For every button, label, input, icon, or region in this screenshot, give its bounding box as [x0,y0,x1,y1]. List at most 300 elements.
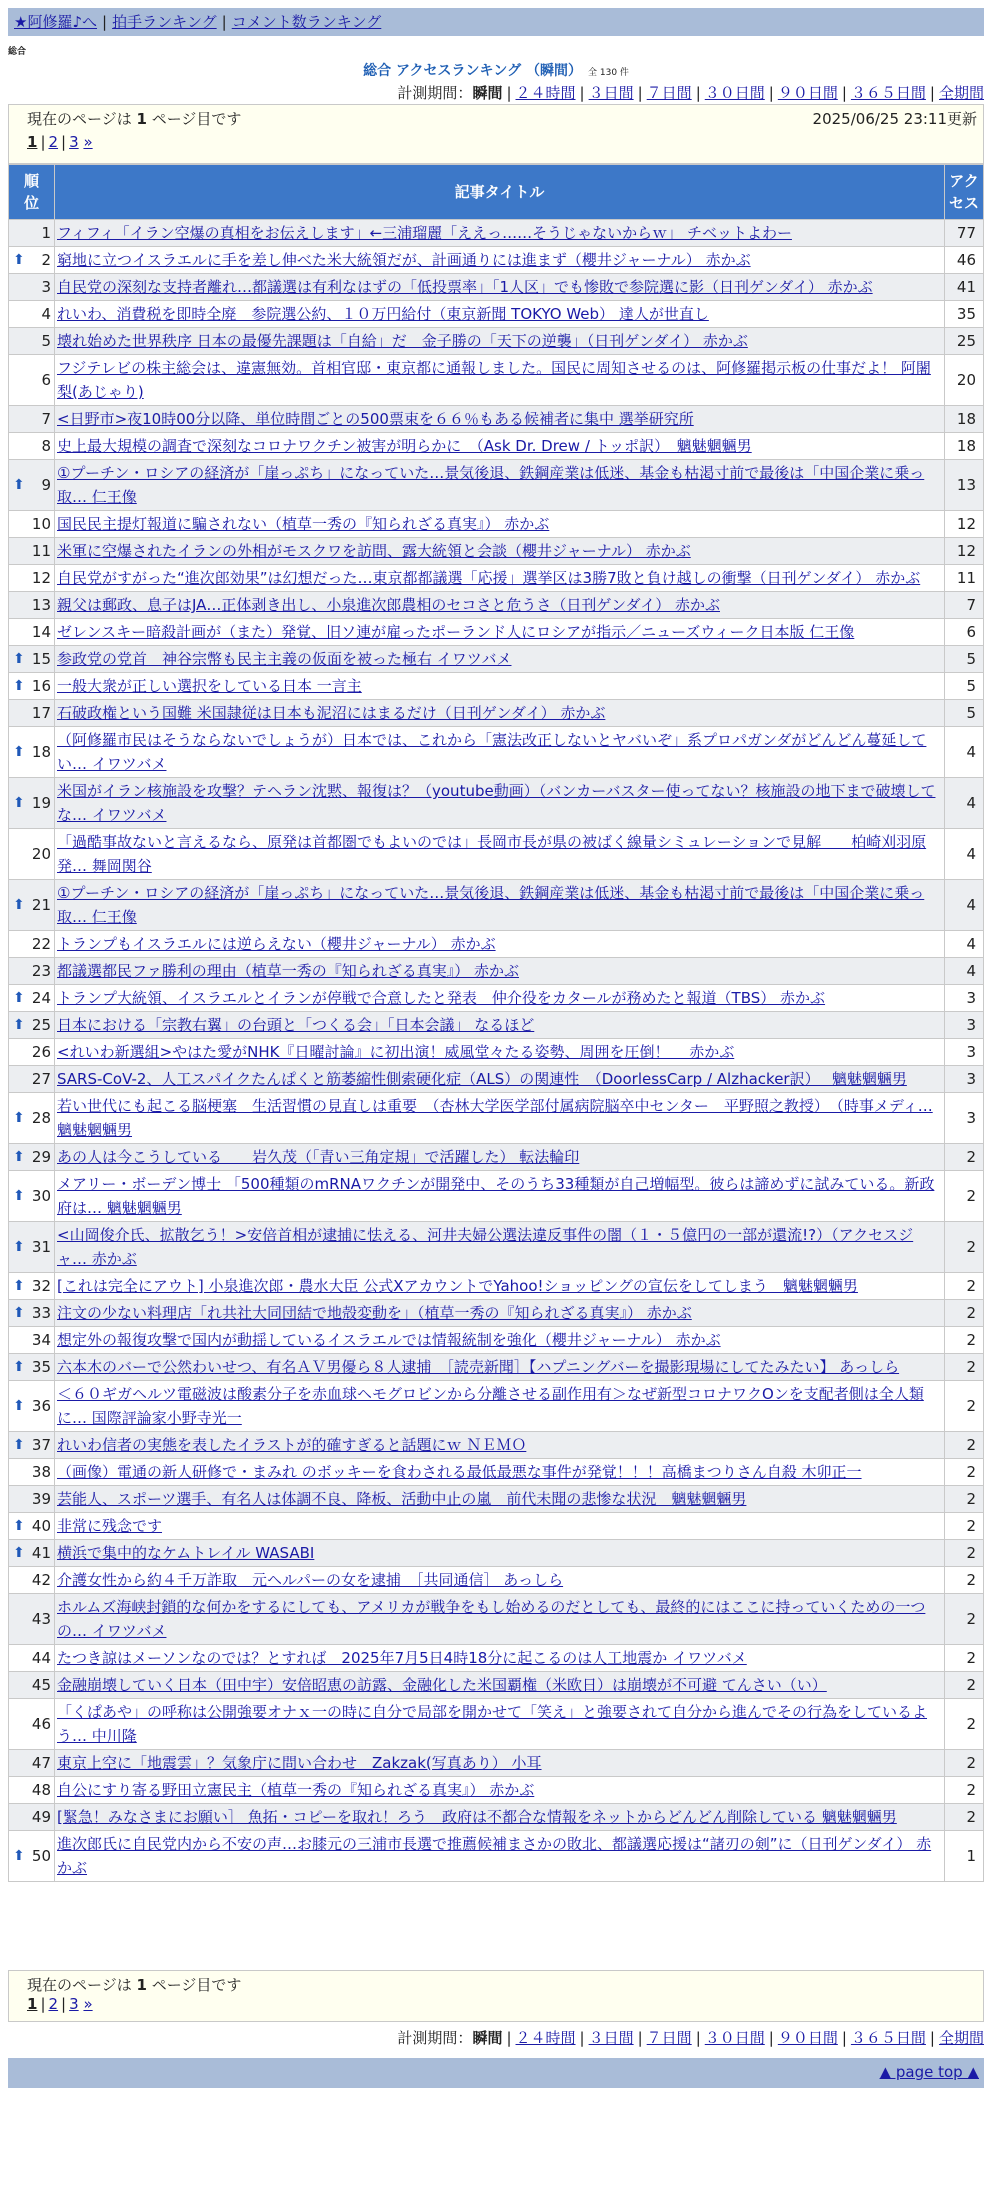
title-cell [55,1459,945,1486]
table-row [9,778,984,829]
updated-timestamp: 2025/06/25 23:11更新 [812,110,977,128]
pager-separator: | [61,1995,67,2013]
rank-cell [9,1486,55,1513]
access-count: 5 [945,646,984,673]
article-link[interactable]: 進次郎氏に自民党内から不安の声…お膝元の三浦市長選で推薦候補まさかの敗北、都議選応援は“諸刃の剣”に（日刊ゲンダイ） 赤かぶ [57,1835,932,1877]
access-count: 3 [945,1093,984,1144]
table-row [9,247,984,274]
access-count: 5 [945,673,984,700]
access-count: 4 [945,958,984,985]
rank-up-arrow-icon: ⬆ [13,897,25,913]
page-top-link[interactable]: ▲ page top ▲ [879,2063,979,2081]
article-link[interactable]: SARS-CoV-2、人工スパイクたんぱくと筋萎縮性側索硬化症（ALS）の関連性 （DoorlessCarp / Alzhacker訳） 魑魅魍魎男 [57,1070,907,1088]
rank-cell [9,1777,55,1804]
rank-number: 29 [31,1148,51,1166]
rank-cell [9,460,55,511]
access-count: 2 [945,1513,984,1540]
period-link[interactable]: ３０日間 [704,2029,765,2047]
article-link[interactable]: （画像）電通の新人研修で・まみれ のボッキーを食わされる最低最悪な事件が発覚！！！高橋まつりさん自殺 木卯正一 [57,1463,862,1481]
table-row [9,931,984,958]
access-count: 2 [945,1567,984,1594]
period-current: 瞬間 [472,84,503,102]
article-link[interactable]: トランプもイスラエルには逆らえない（櫻井ジャーナル） 赤かぶ [57,935,496,953]
period-link[interactable]: ３６５日間 [850,2029,926,2047]
access-count: 25 [945,328,984,355]
access-count: 4 [945,727,984,778]
access-count: 3 [945,985,984,1012]
rank-number: 2 [41,251,51,269]
access-count: 2 [945,1354,984,1381]
footer-bar [8,2058,984,2088]
rank-cell [9,1699,55,1750]
status-page-number: 1 [136,1976,147,1994]
table-row [9,958,984,985]
article-link[interactable]: 米国がイラン核施設を攻撃？テヘラン沈黙、報復は？（youtube動画）（バンカーバスター使ってない？核施設の地下まで破壊してな… イワツバメ [57,782,936,824]
pager-next-link[interactable]: » [83,133,93,151]
table-row [9,1327,984,1354]
rank-cell [9,829,55,880]
table-row [9,406,984,433]
rank-up-arrow-icon: ⬆ [13,1278,25,1294]
pager-next-link[interactable]: » [83,1995,93,2013]
rank-up-arrow-icon: ⬆ [13,252,25,268]
title-cell [55,511,945,538]
ranking-body [9,220,984,1882]
article-link[interactable]: 自民党がすがった“進次郎効果”は幻想だった…東京都都議選「応援」選挙区は3勝7敗と負け越しの衝撃（日刊ゲンダイ） 赤かぶ [57,569,921,587]
top-nav-bar [8,8,984,36]
access-count: 13 [945,460,984,511]
period-link[interactable]: ９０日間 [777,2029,838,2047]
rank-up-arrow-icon: ⬆ [13,1110,25,1126]
title-cell [55,538,945,565]
access-count: 2 [945,1594,984,1645]
table-row [9,1066,984,1093]
pager-link[interactable]: 3 [69,133,79,151]
title-cell [55,1012,945,1039]
access-count: 2 [945,1327,984,1354]
rank-up-arrow-icon: ⬆ [13,1017,25,1033]
access-count: 4 [945,880,984,931]
access-count: 7 [945,592,984,619]
nav-link-comment-ranking[interactable]: コメント数ランキング [231,13,382,31]
access-count: 11 [945,565,984,592]
table-row [9,1222,984,1273]
period-separator: | [579,84,585,102]
access-count: 35 [945,301,984,328]
rank-cell [9,1327,55,1354]
rank-cell [9,406,55,433]
access-count: 2 [945,1672,984,1699]
rank-cell [9,1093,55,1144]
period-label: 計測期間： [397,84,473,102]
header-access [945,165,984,220]
access-count: 2 [945,1540,984,1567]
title-cell [55,565,945,592]
rank-up-arrow-icon: ⬆ [13,1188,25,1204]
access-count: 4 [945,778,984,829]
rank-cell [9,1381,55,1432]
article-link[interactable]: 六本木のバーで公然わいせつ、有名ＡＶ男優ら８人逮捕 ［読売新聞］【ハプニングバーを撮影現場にしてたみたい】 あっしら [57,1358,900,1376]
article-link[interactable]: 壊れ始めた世界秩序 日本の最優先課題は「自給」だ 金子勝の「天下の逆襲」（日刊ゲンダイ） 赤かぶ [57,332,748,350]
article-link[interactable]: あの人は今こうしている 岩久茂（「青い三角定規」で活躍した） 転法輪印 [57,1148,580,1166]
table-row [9,220,984,247]
period-link[interactable]: ３０日間 [704,84,765,102]
rank-up-arrow-icon: ⬆ [13,795,25,811]
pager-current: 1 [27,133,38,151]
table-row [9,1432,984,1459]
article-link[interactable]: 芸能人、スポーツ選手、有名人は体調不良、降板、活動中止の嵐 前代未聞の悲惨な状況 魑魅魍魎男 [57,1490,747,1508]
table-row [9,511,984,538]
table-row [9,538,984,565]
title-cell [55,406,945,433]
access-count: 12 [945,511,984,538]
rank-number: 39 [31,1490,51,1508]
access-count: 2 [945,1273,984,1300]
title-cell [55,1039,945,1066]
status-prefix: 現在のページは [27,1976,132,1994]
title-cell [55,1699,945,1750]
rank-number: 32 [31,1277,51,1295]
access-count: 3 [945,1039,984,1066]
period-separator: | [841,84,847,102]
rank-up-arrow-icon: ⬆ [13,744,25,760]
access-count: 2 [945,1222,984,1273]
title-cell [55,727,945,778]
rank-cell [9,1432,55,1459]
table-row [9,700,984,727]
table-header-row [9,165,984,220]
title-cell [55,931,945,958]
period-link[interactable]: ９０日間 [777,84,838,102]
rank-number: 26 [31,1043,51,1061]
rank-number: 46 [31,1715,51,1733]
status-suffix: ページ目です [151,1976,242,1994]
period-separator: | [695,84,701,102]
article-link[interactable]: 「過酷事故ないと言えるなら、原発は首都圏でもよいのでは」長岡市長が県の被ばく線量シミュレーションで見解 柏崎刈羽原発… 舞岡関谷 [57,833,927,875]
period-link[interactable]: ２４時間 [515,84,576,102]
article-link[interactable]: 非常に残念です [57,1517,163,1535]
header-rank-text: 順位 [23,172,39,212]
rank-cell [9,1831,55,1882]
status-suffix: ページ目です [151,110,242,128]
article-link[interactable]: トランプ大統領、イスラエルとイランが停戦で合意したと発表 仲介役をカタールが務めたと報道（TBS） 赤かぶ [57,989,826,1007]
rank-cell [9,1039,55,1066]
table-row [9,619,984,646]
title-cell [55,1672,945,1699]
rank-number: 42 [31,1571,51,1589]
title-cell [55,1486,945,1513]
table-row [9,301,984,328]
rank-number: 5 [41,332,51,350]
article-link[interactable]: 想定外の報復攻撃で国内が動揺しているイスラエルでは情報統制を強化（櫻井ジャーナル） 赤かぶ [57,1331,721,1349]
article-link[interactable]: 一般大衆が正しい選択をしている日本 一言主 [57,677,362,695]
period-link[interactable]: ２４時間 [515,2029,576,2047]
rank-cell [9,1300,55,1327]
title-cell [55,1093,945,1144]
rank-number: 25 [31,1016,51,1034]
article-link[interactable]: 横浜で集中的なケムトレイル WASABI [57,1544,315,1562]
rank-number: 36 [31,1397,51,1415]
article-link[interactable]: <日野市>夜10時00分以降、単位時間ごとの500票束を６６％もある候補者に集中 選挙研究所 [57,410,694,428]
title-cell [55,958,945,985]
period-current: 瞬間 [472,2029,503,2047]
rank-number: 11 [31,542,51,560]
table-row [9,460,984,511]
period-link[interactable]: ３日間 [588,84,634,102]
article-link[interactable]: 自民党の深刻な支持者離れ…都議選は有利なはずの「低投票率」「1人区」でも惨敗で参院選に影（日刊ゲンダイ） 赤かぶ [57,278,873,296]
rank-up-arrow-icon: ⬆ [13,1518,25,1534]
article-link[interactable]: フジテレビの株主総会は、違憲無効。首相官邸・東京都に通報しました。国民に周知させるのは、阿修羅掲示板の仕事だよ！ 阿闍梨(あじゃり) [57,359,931,401]
article-link[interactable]: ホルムズ海峡封鎖的な何かをするにしても、アメリカが戦争をもし始めるのだとしても、最終的にはここに持っていくための一つの… イワツバメ [57,1598,926,1640]
article-link[interactable]: 若い世代にも起こる脳梗塞 生活習慣の見直しは重要 （杏林大学医学部付属病院脳卒中センター 平野照之教授） （時事メディ… 魑魅魍魎男 [57,1097,933,1139]
title-cell [55,220,945,247]
period-separator: | [637,84,643,102]
access-count: 2 [945,1144,984,1171]
rank-number: 10 [31,515,51,533]
rank-cell [9,433,55,460]
access-count: 2 [945,1381,984,1432]
rank-cell [9,727,55,778]
period-separator: | [929,84,935,102]
rank-number: 43 [31,1610,51,1628]
rank-number: 30 [31,1187,51,1205]
table-row [9,1093,984,1144]
pager-top [27,133,93,151]
rank-number: 4 [41,305,51,323]
nav-separator: | [102,13,108,31]
access-count: 46 [945,247,984,274]
title-cell [55,301,945,328]
table-row [9,355,984,406]
article-link[interactable]: 介護女性から約４千万詐取 元ヘルパーの女を逮捕 ［共同通信］ あっしら [57,1571,564,1589]
pager-link[interactable]: 2 [48,1995,59,2013]
rank-cell [9,220,55,247]
nav-link-asyura[interactable]: ★阿修羅♪へ [14,13,98,31]
access-count: 77 [945,220,984,247]
table-row [9,880,984,931]
table-row [9,1804,984,1831]
period-separator: | [768,84,774,102]
rank-cell [9,565,55,592]
article-link[interactable]: <れいわ新選組>やはた愛がNHK『日曜討論』に初出演！威風堂々たる姿勢、周囲を圧倒！ 赤かぶ [57,1043,735,1061]
access-count: 18 [945,406,984,433]
period-link[interactable]: ３日間 [588,2029,634,2047]
pager-link[interactable]: 3 [69,1995,79,2013]
rank-number: 49 [31,1808,51,1826]
article-link[interactable]: 自公にすり寄る野田立憲民主（植草一秀の『知られざる真実』） 赤かぶ [57,1781,535,1799]
rank-cell [9,1459,55,1486]
article-link[interactable]: 東京上空に「地震雲」？気象庁に問い合わせ Zakzak(写真あり） 小耳 [57,1754,542,1772]
table-row [9,1645,984,1672]
article-link[interactable]: フィフィ「イラン空爆の真相をお伝えします」←三浦瑠麗「ええっ……そうじゃないからｗ」 チベットよわー [57,224,792,242]
access-count: 6 [945,619,984,646]
table-row [9,1750,984,1777]
rank-number: 20 [31,845,51,863]
article-link[interactable]: （阿修羅市民はそうならないでしょうが）日本では、これから「憲法改正しないとヤバいぞ」系プロパガンダがどんどん蔓延してい… イワツバメ [57,731,927,773]
rank-number: 40 [31,1517,51,1535]
rank-number: 1 [41,224,51,242]
article-link[interactable]: 日本における「宗教右翼」の台頭と「つくる会」「日本会議」 なるほど [57,1016,535,1034]
rank-cell [9,1066,55,1093]
rank-cell [9,1171,55,1222]
table-row [9,727,984,778]
article-link[interactable]: 国民民主提灯報道に騙されない（植草一秀の『知られざる真実』） 赤かぶ [57,515,550,533]
rank-cell [9,511,55,538]
rank-number: 8 [41,437,51,455]
access-count: 1 [945,1831,984,1882]
rank-up-arrow-icon: ⬆ [13,1239,25,1255]
table-row [9,328,984,355]
period-separator: | [929,2029,935,2047]
access-count: 12 [945,538,984,565]
access-count: 20 [945,355,984,406]
rank-number: 48 [31,1781,51,1799]
table-row [9,1354,984,1381]
table-row [9,1513,984,1540]
title-cell [55,460,945,511]
access-count: 2 [945,1171,984,1222]
title-cell [55,1171,945,1222]
article-link[interactable]: ＜６０ギガヘルツ電磁波は酸素分子を赤血球ヘモグロビンから分離させる副作用有＞なぜ新型コロナワクOンを支配者側は全人類に… 国際評論家小野寺光一 [57,1385,924,1427]
period-link[interactable]: 全期間 [938,84,984,102]
pager-separator: | [40,1995,46,2013]
period-link[interactable]: ７日間 [646,84,692,102]
period-link[interactable]: ３６５日間 [850,84,926,102]
title-cell [55,1831,945,1882]
article-link[interactable]: メアリー・ボーデン博士 「500種類のmRNAワクチンが開発中、そのうち33種類が自己増幅型。彼らは諦めずに試みている。新政府は… 魑魅魍魎男 [57,1175,935,1217]
pager-link[interactable]: 2 [48,133,59,151]
title-cell [55,1804,945,1831]
title-cell [55,433,945,460]
table-row [9,592,984,619]
pager-separator: | [61,133,67,151]
article-link[interactable]: 都議選都民ファ勝利の理由（植草一秀の『知られざる真実』） 赤かぶ [57,962,519,980]
table-row [9,1831,984,1882]
article-link[interactable]: <山岡俊介氏、拡散乞う！>安倍首相が逮捕に怯える、河井夫婦公選法違反事件の闇（１・５億円の一部が還流!?）（アクセスジャ… 赤かぶ [57,1226,914,1268]
rank-number: 27 [31,1070,51,1088]
article-link[interactable]: たつき諒はメーソンなのでは？とすれば 2025年7月5日4時18分に起こるのは人工地震か イワツバメ [57,1649,747,1667]
access-count: 2 [945,1486,984,1513]
rank-cell [9,1222,55,1273]
article-link[interactable]: ゼレンスキー暗殺計画が（また）発覚、旧ソ連が雇ったポーランド人にロシアが指示／ニューズウィーク日本版 仁王像 [57,623,855,641]
title-cell [55,1750,945,1777]
period-selector-top [397,82,984,103]
header-access-text: アクセス [949,172,980,212]
status-page-number: 1 [136,110,147,128]
rank-cell [9,985,55,1012]
nav-link-clap-ranking[interactable]: 拍手ランキング [112,13,217,31]
period-link[interactable]: ７日間 [646,2029,692,2047]
title-cell [55,247,945,274]
rank-cell [9,1645,55,1672]
article-link[interactable]: 注文の少ない料理店「れ共社大同団結で地殻変動を」（植草一秀の『知られざる真実』） 赤かぶ [57,1304,692,1322]
rank-up-arrow-icon: ⬆ [13,678,25,694]
article-link[interactable]: 親父は郵政、息子はJA…正体剥き出し、小泉進次郎農相のセコさと危うさ（日刊ゲンダイ） 赤かぶ [57,596,720,614]
rank-number: 33 [31,1304,51,1322]
rank-up-arrow-icon: ⬆ [13,1437,25,1453]
table-row [9,1540,984,1567]
table-row [9,673,984,700]
rank-cell [9,619,55,646]
period-link[interactable]: 全期間 [938,2029,984,2047]
pager-separator: | [40,133,46,151]
access-count: 41 [945,274,984,301]
article-link[interactable]: 窮地に立つイスラエルに手を差し伸べた米大統領だが、計画通りには進まず（櫻井ジャーナル） 赤かぶ [57,251,751,269]
current-page-status [27,108,241,129]
article-link[interactable]: 参政党の党首 神谷宗幣も民主主義の仮面を被った極右 イワツバメ [57,650,512,668]
title-cell [55,700,945,727]
article-link[interactable]: ①プーチン・ロシアの経済が「崖っぷち」になっていた…景気後退、鉄鋼産業は低迷、基金も枯渇寸前で最後は「中国企業に乗っ取… 仁王像 [57,464,925,506]
article-link[interactable]: [これは完全にアウト] 小泉進次郎・農水大臣 公式XアカウントでYahoo!ショッピングの宣伝をしてしまう 魑魅魍魎男 [57,1277,858,1295]
rank-up-arrow-icon: ⬆ [13,1545,25,1561]
article-link[interactable]: 金融崩壊していく日本（田中宇）安倍昭恵の訪露、金融化した米国覇権（米欧日）は崩壊が不可避 てんさい（い） [57,1676,827,1694]
title-cell [55,1567,945,1594]
title-cell [55,1432,945,1459]
access-count: 18 [945,433,984,460]
access-count: 5 [945,700,984,727]
access-count: 2 [945,1804,984,1831]
rank-cell [9,247,55,274]
article-link[interactable]: 史上最大規模の調査で深刻なコロナワクチン被害が明らかに （Ask Dr. Drew / トッポ訳） 魑魅魍魎男 [57,437,752,455]
article-link[interactable]: [緊急！みなさまにお願い］ 魚拓・コピーを取れ！ろう 政府は不都合な情報をネットからどんどん削除している 魑魅魍魎男 [57,1808,897,1826]
rank-cell [9,1750,55,1777]
title-cell [55,1354,945,1381]
access-count: 2 [945,1645,984,1672]
title-cell [55,1300,945,1327]
rank-cell [9,538,55,565]
table-row [9,1567,984,1594]
article-link[interactable]: ①プーチン・ロシアの経済が「崖っぷち」になっていた…景気後退、鉄鋼産業は低迷、基金も枯渇寸前で最後は「中国企業に乗っ取… 仁王像 [57,884,925,926]
article-link[interactable]: 石破政権という国難 米国隷従は日本も泥沼にはまるだけ（日刊ゲンダイ） 赤かぶ [57,704,606,722]
rank-number: 41 [31,1544,51,1562]
access-count: 2 [945,1432,984,1459]
table-row [9,274,984,301]
title-cell [55,592,945,619]
rank-number: 35 [31,1358,51,1376]
access-count: 2 [945,1300,984,1327]
title-cell [55,1645,945,1672]
article-link[interactable]: 米軍に空爆されたイランの外相がモスクワを訪問、露大統領と会談（櫻井ジャーナル） 赤かぶ [57,542,691,560]
rank-number: 17 [31,704,51,722]
title-cell [55,880,945,931]
title-cell [55,328,945,355]
access-count: 2 [945,1777,984,1804]
rank-cell [9,274,55,301]
total-count: 全 130 件 [588,68,629,78]
period-separator: | [768,2029,774,2047]
nav-separator: | [221,13,227,31]
article-link[interactable]: れいわ信者の実態を表したイラストが的確すぎると話題にｗ ＮＥＭＯ [57,1436,527,1454]
rank-up-arrow-icon: ⬆ [13,1305,25,1321]
table-row [9,1300,984,1327]
title-cell [55,1777,945,1804]
title-cell [55,829,945,880]
rank-cell [9,673,55,700]
article-link[interactable]: 「くぱあや」の呼称は公開強要オナｘ一の時に自分で局部を開かせて「笑え」と強要されて自分から進んでその行為をしているよう… 中川隆 [57,1703,928,1745]
access-count: 2 [945,1750,984,1777]
table-row [9,646,984,673]
table-row [9,1144,984,1171]
pager-current: 1 [27,1995,38,2013]
table-row [9,1171,984,1222]
rank-number: 13 [31,596,51,614]
period-separator: | [841,2029,847,2047]
rank-up-arrow-icon: ⬆ [13,990,25,1006]
article-link[interactable]: れいわ、消費税を即時全廃 参院選公約、１０万円給付（東京新聞 TOKYO Web） 達人が世直し [57,305,709,323]
table-row [9,1672,984,1699]
title-cell [55,673,945,700]
rank-number: 12 [31,569,51,587]
